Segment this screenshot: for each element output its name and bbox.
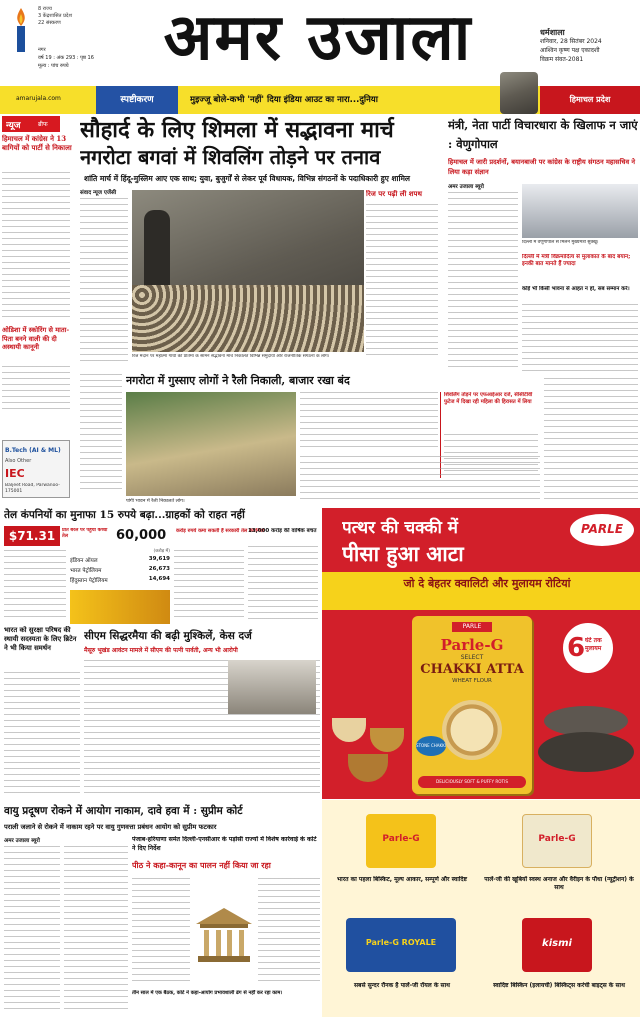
pollution-body-1	[4, 846, 60, 1014]
right-headline-visible	[448, 116, 638, 156]
sidebar-title: रिज पर पढ़ी ली शपथ	[366, 190, 422, 198]
brief-label: न्यूज	[6, 121, 21, 130]
pack-line: SELECT	[460, 654, 484, 661]
dateline	[540, 28, 636, 72]
right-headline-text: मंत्री, नेता पार्टी विचारधारा के खिलाफ न जाएं : वेणुगोपाल	[448, 118, 638, 151]
right-photo	[522, 184, 638, 238]
oil-table	[70, 548, 170, 588]
lead-subhead: शांति मार्च में हिंदू-मुस्लिम आए एक साथ; युवा, बुजुर्गों से लेकर पूर्व विधायक, विभिन्न संगठनों के पदाधिकारी हुए शामिल	[84, 174, 411, 183]
bharat-headline: भारत को सुरक्षा परिषद की स्थायी सदस्यता के लिए ब्रिटेन ने भी किया समर्थन	[4, 626, 77, 652]
pollution-headline: वायु प्रदूषण रोकने में आयोग नाकाम, दावे हवा में : सुप्रीम कोर्ट	[4, 805, 243, 817]
oil-row-3	[70, 576, 170, 585]
pack-name: CHAKKI ATTA	[420, 662, 524, 677]
brief-label-2: ब्रीफ	[38, 121, 48, 128]
right-body-1	[448, 192, 518, 372]
photo-crowd	[132, 285, 364, 352]
hours-num: 6	[567, 633, 586, 663]
bharat-body	[4, 672, 80, 796]
parle-brand: PARLE	[580, 522, 624, 536]
pollution-body-3	[132, 878, 190, 986]
ad-college: IEC	[5, 467, 25, 480]
strip-portrait	[500, 72, 538, 114]
top-strip	[0, 86, 640, 114]
right-body-3	[544, 378, 638, 502]
lead-sidebar	[366, 190, 440, 360]
pollution-bottom-note: तीन साल में एक बैठक, कोर्ट ने कहा-आयोग प्रभावशाली ढंग से नहीं कर रहा काम।	[132, 990, 283, 996]
product-1-label: भारत का पहला बिस्किट, मूल्य आकार, सम्पूर्ण और स्वादिष्ट	[336, 876, 468, 883]
strip-headline[interactable]: मुइज्जू बोले-कभी 'नहीं' दिया इंडिया आउट का नारा...दुनिया	[190, 95, 378, 105]
brief-body-1	[2, 172, 70, 322]
parle-ad[interactable]	[322, 508, 640, 799]
pack-roti-icon	[442, 700, 502, 760]
pack-brand: PARLE	[452, 622, 492, 632]
atta-pack	[412, 616, 532, 794]
lead-body	[80, 198, 128, 363]
oil-savings-body	[248, 546, 318, 622]
product-2[interactable]	[482, 808, 636, 908]
grain-bowls	[332, 718, 408, 788]
strip-label: स्पष्टीकरण	[96, 86, 178, 114]
edition-issue: वर्ष 19 : अंक 293 : पृष्ठ 16	[38, 55, 94, 61]
oil-row-1	[70, 556, 170, 565]
brief-head-2: ओडिशा में स्कोरिंग से माता-पिता बनने वाली की दी अस्थायी कानूनी	[2, 326, 70, 351]
product-3[interactable]	[326, 912, 478, 1012]
right-third-head: कोई भी किसी भावना से आहत न हो, सब सम्मान करें।	[522, 286, 630, 292]
oil-savings-box	[248, 528, 320, 624]
hours-text: घंटे तक मुलायम	[585, 637, 602, 652]
product-1-brand: Parle-G	[382, 834, 420, 844]
oil-row-1-value: 39,619	[148, 556, 170, 562]
brand-title: अमर उजाला	[163, 0, 473, 75]
cm-photo	[228, 660, 316, 714]
oil-profit: 60,000	[116, 528, 167, 543]
product-3-brand: Parle-G ROYALE	[365, 938, 437, 947]
pack-sub: WHEAT FLOUR	[452, 678, 492, 684]
chakki-stone-base	[538, 732, 634, 772]
sidebar-body	[366, 204, 438, 358]
news-brief	[2, 116, 72, 416]
state-label: हिमाचल प्रदेश	[540, 86, 640, 114]
brief-head-1: हिमाचल में कांग्रेस ने 13 बागियों को पार्टी से निकाला	[2, 134, 72, 152]
oil-row-3-name: हिंदुस्तान पेट्रोलियम	[70, 578, 108, 584]
oil-body-left	[4, 550, 66, 622]
oil-table-head: (करोड़ में)	[153, 549, 170, 554]
court-building-icon	[194, 906, 254, 966]
oil-row-2	[70, 566, 170, 575]
sub-body-mid	[300, 392, 438, 452]
right-subhead: हिमाचल में जारी प्रदर्शनों, बयानबाजी पर कांग्रेस के राष्ट्रीय संगठन महासचिव ने लिया कड़ा संज्ञान	[448, 158, 636, 176]
edition-tags	[38, 6, 118, 30]
right-byline: अमर उजाला ब्यूरो	[448, 184, 484, 190]
masthead	[0, 0, 640, 86]
tag-editions: 22 संस्करण	[38, 20, 61, 26]
pollution-body-2	[64, 846, 128, 1014]
tag-ut: 3 केंद्रशासित प्रदेश	[38, 13, 72, 19]
pollution-side-head: पंजाब-हरियाणा समेत दिल्ली-एनसीआर के पड़ोसी राज्यों में विशेष कार्रवाई के कोर्ट ने दिए निर्देश	[132, 836, 317, 852]
supreme-court-illustration	[194, 906, 254, 966]
product-3-label: सबसे सुन्दर रौनक है पार्ले-जी रॉयल के साथ	[354, 982, 450, 989]
right-body-2	[522, 304, 638, 374]
sub-headline: नगरोटा में गुस्साए लोगों ने रैली निकाली, बाजार रखा बंद	[126, 374, 350, 387]
lead-photo	[132, 190, 364, 352]
pollution-body-4	[258, 878, 320, 986]
ad-btech[interactable]	[2, 440, 70, 498]
ad-tag: Also Other	[5, 458, 32, 464]
cm-subhead: मैसूरु भूखंड आवंटन मामले में सीएम की पत्नी पार्वती, अन्य भी आरोपी	[84, 647, 238, 654]
oil-price: $71.31	[4, 526, 60, 546]
oil-profit-label: करोड़ रुपये कमा सकती हैं सरकारी तेल कंपनियां	[176, 528, 265, 534]
dateline-samvat: आश्विन कृष्ण पक्ष एकादशी	[540, 47, 600, 54]
sub-photo-caption: पांगी भावन में रैली निकालते लोग।	[126, 499, 185, 504]
pack-stone: STONE CHAKKI	[416, 736, 446, 756]
bowl-2	[370, 728, 404, 752]
lead-byline: संवाद न्यूज एजेंसी	[80, 190, 117, 196]
oil-row-1-name: इंडियन ऑयल	[70, 558, 98, 564]
product-4[interactable]	[482, 912, 636, 1012]
sub-photo	[126, 392, 296, 496]
dateline-date: शनिवार, 28 सितंबर 2024	[540, 38, 602, 45]
edition-price: मूल्य : पांच रुपये	[38, 63, 69, 69]
edition-city: नगर	[38, 47, 46, 53]
parle-headline-2: पीसा हुआ आटा	[342, 541, 464, 566]
pack-claim: DELICIOUSLY SOFT & PUFFY ROTIS	[418, 776, 526, 788]
ad-course: B.Tech (AI & ML)	[5, 447, 61, 454]
dateline-vikram: विक्रम संवत-2081	[540, 56, 584, 63]
product-4-brand: kismi	[542, 938, 572, 949]
parle-grid	[322, 800, 640, 1017]
oil-row-2-value: 26,673	[148, 566, 170, 572]
dateline-city: धर्मशाला	[540, 28, 565, 37]
torch-logo-icon	[10, 6, 32, 54]
website-link[interactable]: amarujala.com	[16, 95, 61, 102]
chakki-illustration	[538, 696, 634, 786]
bowl-3	[348, 754, 388, 782]
pack-product: Parle-G	[440, 636, 504, 654]
pollution-byline: अमर उजाला ब्यूरो	[4, 838, 40, 844]
lead-headline-2: नगरोटा बगवां में शिवलिंग तोड़ने पर तनाव	[80, 145, 381, 169]
pollution-sub-head: पीठ ने कहा-कानून का पालन नहीं किया जा रहा	[132, 861, 271, 870]
lead-photo-caption: रिज मैदान पर महात्मा गांधी की प्रतिमा के सामने सद्भावना मार्च निकालते विभिन्न समुदायों और राजनीतिक संगठनों के लोग।	[132, 354, 330, 359]
oil-body-right	[174, 550, 244, 622]
pollution-subhead: पराली जलाने से रोकने में नाकाम रहने पर वायु गुणवत्ता प्रबंधन आयोग को सुप्रीम फटकार	[4, 823, 217, 831]
product-2-label: पालें-जी की खूबियों स्वस्थ अनाज और वैरीइन के पौधा (न्यूट्रीशन) के साथ	[484, 876, 634, 891]
product-4-label: स्वादिष्ट बिस्किन (इलायची) बिस्किट्स करंची बाइट्स के साथ	[493, 982, 625, 989]
product-1[interactable]	[326, 808, 478, 908]
parle-tagline: जो दे बेहतर क्वालिटी और मुलायम रोटियां	[403, 577, 571, 590]
edition-lines	[38, 46, 128, 76]
oil-headline: तेल कंपनियों का मुनाफा 15 रुपये बढ़ा...ग्राहकों को राहत नहीं	[4, 509, 245, 521]
oil-pump-graphic	[70, 590, 170, 624]
right-photo-caption: दिल्ली में वेणुगोपाल से मिलने मुख्यमंत्री सुक्खू।	[522, 240, 599, 245]
lead-headline-1: सौहार्द के लिए शिमला में सद्भावना मार्च	[80, 117, 394, 143]
hours-badge	[560, 620, 616, 676]
oil-row-3-value: 14,694	[148, 576, 170, 582]
ad-address: Baljeet Road, Parwanoo-175001	[5, 483, 60, 494]
bowl-1	[332, 718, 366, 742]
oil-row-2-name: भारत पेट्रोलियम	[70, 568, 102, 574]
product-2-brand: Parle-G	[538, 834, 576, 844]
sub-body-left	[80, 374, 122, 490]
sub-side-text: शिवलिंग तोड़ने पर एफआईआर दर्ज, सीसीटीवी फुटेज में दिखा रही महिला की हिरासत में लिया	[444, 392, 533, 405]
brief-body-2	[2, 366, 70, 414]
sub-body-bottom	[300, 456, 540, 502]
oil-savings: 13,000 करोड़ की वार्षिक बचत	[248, 528, 317, 534]
parle-headline-1: पत्थर की चक्की में	[342, 518, 458, 538]
cm-headline: सीएम सिद्धरमैया की बढ़ी मुश्किलें, केस दर्ज	[84, 630, 252, 642]
tag-states: 8 राज्य	[38, 6, 52, 12]
oil-price-label: प्रति बैरल पर पहुंचा कच्चा तेल	[62, 528, 108, 539]
right-second-head: दिल्ली में मंत्री विक्रमादित्य से मुलाकात के बाद बयान; इनकी बात मानते हैं ज्यादा	[522, 254, 631, 267]
oil-price-box	[4, 526, 114, 546]
